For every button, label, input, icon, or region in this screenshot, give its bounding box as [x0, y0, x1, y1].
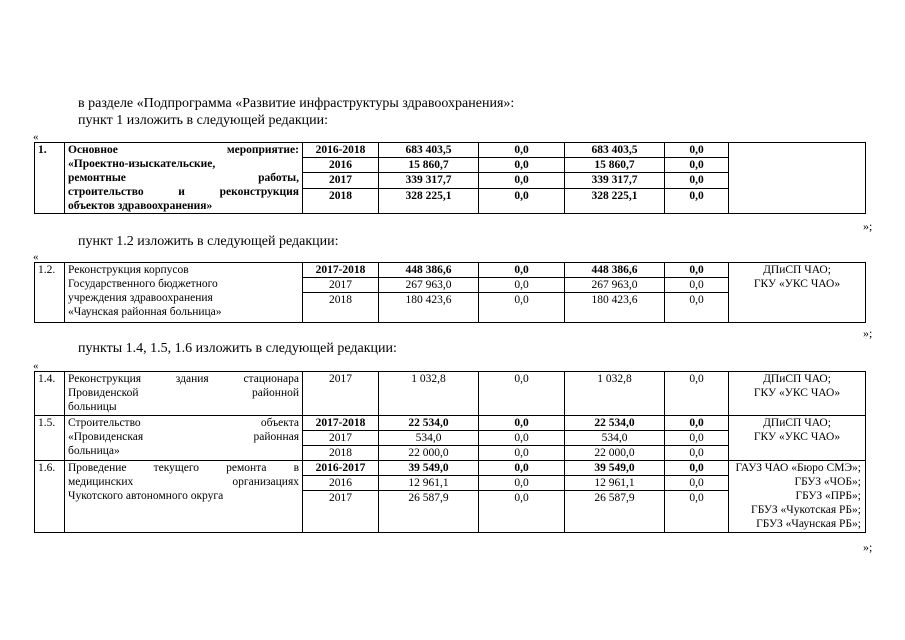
- measure-name-line: Проведение текущего ремонта в: [68, 462, 299, 474]
- federal-cell: 0,0: [479, 278, 565, 293]
- executor-cell: [729, 372, 866, 416]
- executor-line: ГБУЗ «Чаунская РБ»;: [756, 518, 861, 530]
- total-cell: 683 403,5: [379, 143, 479, 158]
- period-cell: 2017: [303, 491, 379, 533]
- period-cell: 2017: [303, 173, 379, 188]
- period-cell: 2017-2018: [303, 416, 379, 431]
- close-quote-3: »;: [863, 540, 873, 554]
- row-number: 1.6.: [35, 461, 65, 533]
- measure-name: [65, 461, 303, 533]
- total-cell: 12 961,1: [379, 476, 479, 491]
- measure-name: [65, 372, 303, 416]
- regional-cell: 448 386,6: [565, 263, 665, 278]
- regional-cell: 22 534,0: [565, 416, 665, 431]
- executor-line: ДПиСП ЧАО;: [763, 373, 831, 385]
- total-cell: 339 317,7: [379, 173, 479, 188]
- measure-name-line: Строительство объекта: [68, 417, 299, 429]
- federal-cell: 0,0: [479, 416, 565, 431]
- intro-item1-line: пункт 1 изложить в следующей редакции:: [78, 113, 328, 128]
- executor-line: ГКУ «УКС ЧАО»: [753, 431, 841, 443]
- executor-line: ГКУ «УКС ЧАО»: [753, 278, 841, 290]
- other-cell: 0,0: [665, 293, 729, 323]
- executor-line: ГКУ «УКС ЧАО»: [753, 387, 841, 399]
- executor-cell: [729, 416, 866, 461]
- close-quote-2: »;: [863, 326, 873, 340]
- executor-line: ДПиСП ЧАО;: [763, 264, 831, 276]
- measure-name-line: Чукотского автономного округа: [68, 490, 224, 502]
- regional-cell: 339 317,7: [565, 173, 665, 188]
- other-cell: 0,0: [665, 263, 729, 278]
- measure-name-line: Провиденской районной: [68, 387, 299, 399]
- total-cell: 448 386,6: [379, 263, 479, 278]
- executor-line: ГБУЗ «ЧОБ»;: [794, 476, 861, 488]
- other-cell: 0,0: [665, 188, 729, 213]
- total-cell: 22 534,0: [379, 416, 479, 431]
- period-cell: 2017: [303, 372, 379, 416]
- total-cell: 328 225,1: [379, 188, 479, 213]
- period-cell: 2018: [303, 293, 379, 323]
- other-cell: 0,0: [665, 372, 729, 416]
- federal-cell: 0,0: [479, 143, 565, 158]
- executor-line: ГБУЗ «Чукотская РБ»;: [751, 504, 861, 516]
- total-cell: 180 423,6: [379, 293, 479, 323]
- measure-name: [65, 143, 303, 214]
- other-cell: 0,0: [665, 416, 729, 431]
- executor-line: ГБУЗ «ПРБ»;: [795, 490, 861, 502]
- table-item-1: [34, 142, 866, 214]
- measure-name-line: медицинских организациях: [68, 476, 299, 488]
- regional-cell: 15 860,7: [565, 158, 665, 173]
- close-quote-1: »;: [863, 219, 873, 233]
- regional-cell: 39 549,0: [565, 461, 665, 476]
- row-number: 1.2.: [35, 263, 65, 323]
- period-cell: 2017: [303, 431, 379, 446]
- regional-cell: 328 225,1: [565, 188, 665, 213]
- intro-section-line: в разделе «Подпрограмма «Развитие инфраструктуры здравоохранения»:: [78, 96, 515, 111]
- measure-name-line: больница»: [68, 445, 120, 457]
- measure-name-line: «Чаунская районная больница»: [68, 306, 222, 318]
- period-cell: 2018: [303, 446, 379, 461]
- total-cell: 26 587,9: [379, 491, 479, 533]
- regional-cell: 1 032,8: [565, 372, 665, 416]
- regional-cell: 180 423,6: [565, 293, 665, 323]
- open-quote-3: «: [33, 360, 39, 372]
- other-cell: 0,0: [665, 476, 729, 491]
- other-cell: 0,0: [665, 278, 729, 293]
- measure-name: [65, 416, 303, 461]
- measure-name-line: больницы: [68, 401, 117, 413]
- regional-cell: 267 963,0: [565, 278, 665, 293]
- other-cell: 0,0: [665, 491, 729, 533]
- total-cell: 15 860,7: [379, 158, 479, 173]
- executor-cell: [729, 143, 866, 214]
- total-cell: 267 963,0: [379, 278, 479, 293]
- period-cell: 2016-2017: [303, 461, 379, 476]
- regional-cell: 22 000,0: [565, 446, 665, 461]
- intro-item12-line: пункт 1.2 изложить в следующей редакции:: [78, 234, 339, 249]
- federal-cell: 0,0: [479, 293, 565, 323]
- period-cell: 2018: [303, 188, 379, 213]
- regional-cell: 12 961,1: [565, 476, 665, 491]
- other-cell: 0,0: [665, 158, 729, 173]
- period-cell: 2016-2018: [303, 143, 379, 158]
- regional-cell: 26 587,9: [565, 491, 665, 533]
- open-quote-1: «: [33, 131, 39, 143]
- executor-cell: [729, 263, 866, 323]
- total-cell: 534,0: [379, 431, 479, 446]
- measure-name-line: «Проектно-изыскательские,: [68, 158, 216, 170]
- executor-line: ГАУЗ ЧАО «Бюро СМЭ»;: [735, 462, 861, 474]
- open-quote-2: «: [33, 251, 39, 263]
- executor-line: ДПиСП ЧАО;: [763, 417, 831, 429]
- total-cell: 22 000,0: [379, 446, 479, 461]
- executor-cell: [729, 461, 866, 533]
- period-cell: 2016: [303, 476, 379, 491]
- measure-name-line: «Провиденская районная: [68, 431, 299, 443]
- federal-cell: 0,0: [479, 372, 565, 416]
- intro-items14-16-line: пункты 1.4, 1.5, 1.6 изложить в следующей редакции:: [78, 341, 397, 356]
- regional-cell: 534,0: [565, 431, 665, 446]
- period-cell: 2017: [303, 278, 379, 293]
- measure-name: [65, 263, 303, 323]
- measure-name-line: учреждения здравоохранения: [68, 292, 213, 304]
- measure-name-line: строительство и реконструкция: [68, 186, 299, 198]
- federal-cell: 0,0: [479, 476, 565, 491]
- other-cell: 0,0: [665, 461, 729, 476]
- federal-cell: 0,0: [479, 173, 565, 188]
- period-cell: 2017-2018: [303, 263, 379, 278]
- measure-name-line: Реконструкция корпусов: [68, 264, 189, 276]
- federal-cell: 0,0: [479, 188, 565, 213]
- period-cell: 2016: [303, 158, 379, 173]
- federal-cell: 0,0: [479, 158, 565, 173]
- measure-name-line: Государственного бюджетного: [68, 278, 218, 290]
- federal-cell: 0,0: [479, 431, 565, 446]
- measure-name-line: ремонтные работы,: [68, 172, 299, 184]
- other-cell: 0,0: [665, 446, 729, 461]
- measure-name-line: Реконструкция здания стационара: [68, 373, 299, 385]
- other-cell: 0,0: [665, 173, 729, 188]
- federal-cell: 0,0: [479, 446, 565, 461]
- row-number: 1.4.: [35, 372, 65, 416]
- other-cell: 0,0: [665, 431, 729, 446]
- other-cell: 0,0: [665, 143, 729, 158]
- regional-cell: 683 403,5: [565, 143, 665, 158]
- total-cell: 1 032,8: [379, 372, 479, 416]
- table-items-1-4-to-1-6: [34, 371, 866, 533]
- row-number: 1.: [35, 143, 65, 214]
- total-cell: 39 549,0: [379, 461, 479, 476]
- measure-name-line: Основное мероприятие:: [68, 144, 299, 156]
- measure-name-line: объектов здравоохранения»: [68, 200, 213, 212]
- federal-cell: 0,0: [479, 263, 565, 278]
- federal-cell: 0,0: [479, 461, 565, 476]
- federal-cell: 0,0: [479, 491, 565, 533]
- row-number: 1.5.: [35, 416, 65, 461]
- table-item-1-2: [34, 262, 866, 323]
